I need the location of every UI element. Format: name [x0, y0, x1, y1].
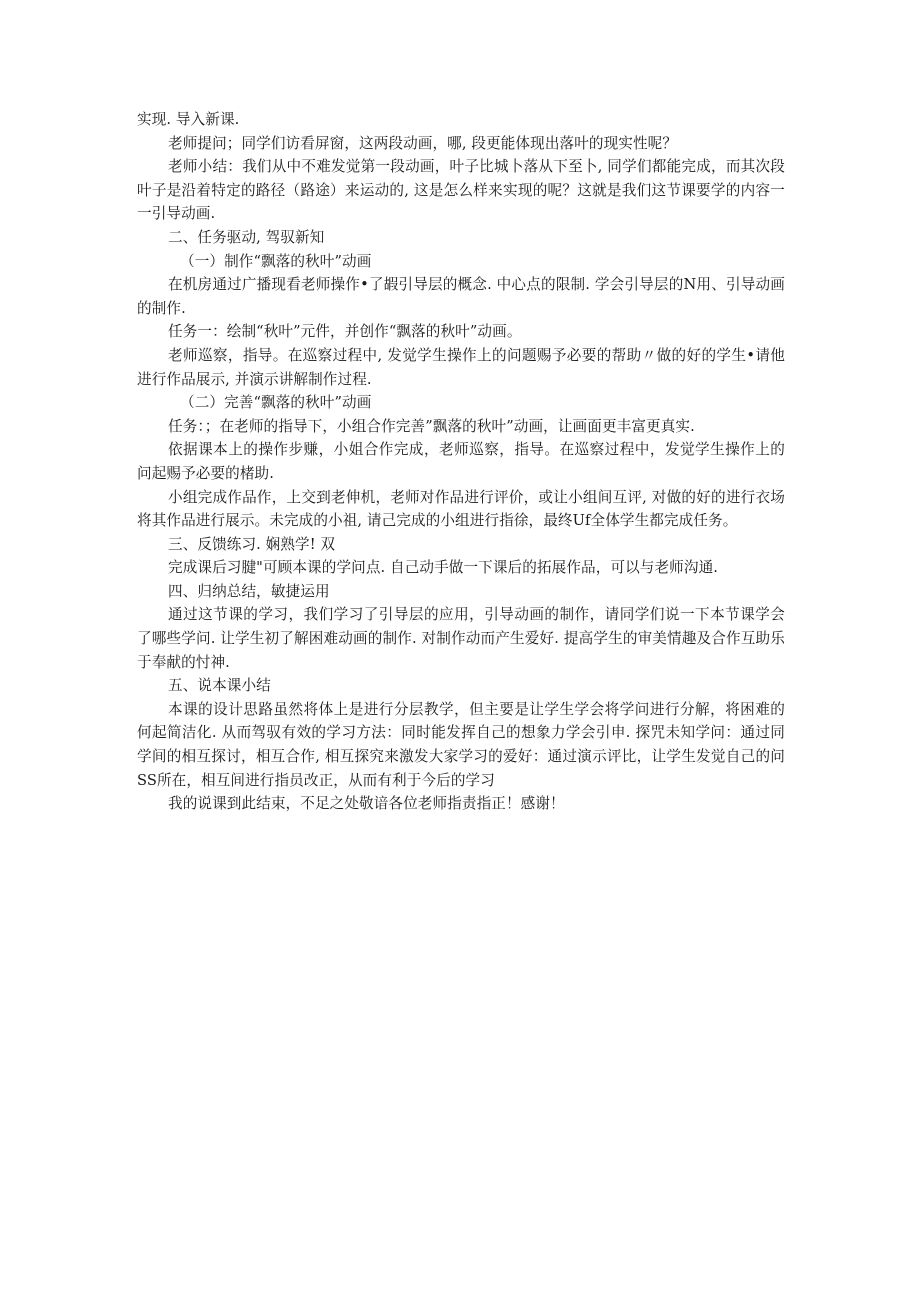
paragraph-task-one: 任务一：绘制“秋叶”元件，并创作“飘落的秋叶”动画。 [168, 323, 522, 341]
paragraph-computer-room: 在机房通过广播现看老师操作•了嘏引导层的概念. 中心点的限制. 学会引导层的N用、引导动画的制作. [137, 276, 785, 317]
document-body [137, 108, 785, 816]
paragraph-design-ideas: 本课的设计思路虽然将体上是进行分层教学，但主要是让学生学会将学问进行分解，将困难的何起简洁化. 从而驾驭有效的学习方法：同时能发挥自己的想象力学会引申. 探咒未知学问：通过同学间的相互探讨，相互合作, 相互探究来激发大家学习的爱好：通过演示评比，让学生发觉自己的问SS所在，相互间进行指员改正，从而有利于今后的学习 [137, 700, 785, 789]
paragraph-task-two: 任务：；在老师的指导下，小组合作完善”飘落的秋叶”动画，让画面更丰富更真实. [168, 417, 695, 435]
paragraph-intro-continuation: 实现. 导入新课. [137, 111, 240, 128]
section-heading-3: 三、反馈练习. 娴熟学! 双 [168, 535, 336, 553]
paragraph-teacher-question: 老师提问；同学们访看屏窗，这两段动画，哪, 段更能体现出落叶的现实性呢？ [168, 134, 678, 152]
subsection-heading-2-2: （二）完善“飘落的秋叶”动画 [180, 394, 372, 412]
paragraph-group-submit: 小组完成作品作，上交到老伸机，老师对作品进行评价，或让小组间互评, 对做的好的进行衣场将其作品进行展示。未完成的小祖, 请己完成的小组进行指徐，最终Uf全体学生都完成任务。 [137, 488, 785, 530]
paragraph-summary-learning: 通过这节课的学习，我们学习了引导层的应用，引导动画的制作，请同学们说一下本节课学会了哪些学问. 让学生初了解困难动画的制作. 对制作动而产生爱好. 提高学生的审美情趣及合作互助乐于奉献的忖神. [137, 606, 785, 671]
subsection-heading-2-1: （一）制作“飘落的秋叶”动画 [180, 252, 372, 270]
section-heading-4: 四、归纳总结，敏捷运用 [168, 582, 330, 600]
paragraph-closing: 我的说课到此结束，不足之处敬谙各位老师指责指正！感谢！ [168, 795, 565, 813]
paragraph-group-steps: 依据课本上的操作步赚，小姐合作完成，老师巡察，指导。在巡察过程中，发觉学生操作上的问起赐予必要的楮助. [137, 441, 785, 482]
paragraph-homework: 完成课后习腱"可顾本课的学问点. 自己动手做一下课后的拓展作品，可以与老师沟通. [168, 559, 719, 577]
paragraph-teacher-summary: 老师小结：我们从中不难发觉第一段动画，叶子比城卜落从下至卜, 同学们都能完成，而其次段叶子是沿着特定的路径（路途）来运动的, 这是怎么样来实现的呢？这就是我们这节课要学的内容一一引导动画. [137, 158, 785, 223]
section-heading-2: 二、任务驱动, 驾驭新知 [168, 228, 325, 246]
paragraph-teacher-patrol: 老师巡察，指导。在巡察过程中, 发觉学生操作上的问题赐予必要的帮助〃做的好的学生•请他进行作品展示, 并演示讲解制作过程. [137, 346, 785, 388]
section-heading-5: 五、说本课小结 [168, 677, 271, 695]
